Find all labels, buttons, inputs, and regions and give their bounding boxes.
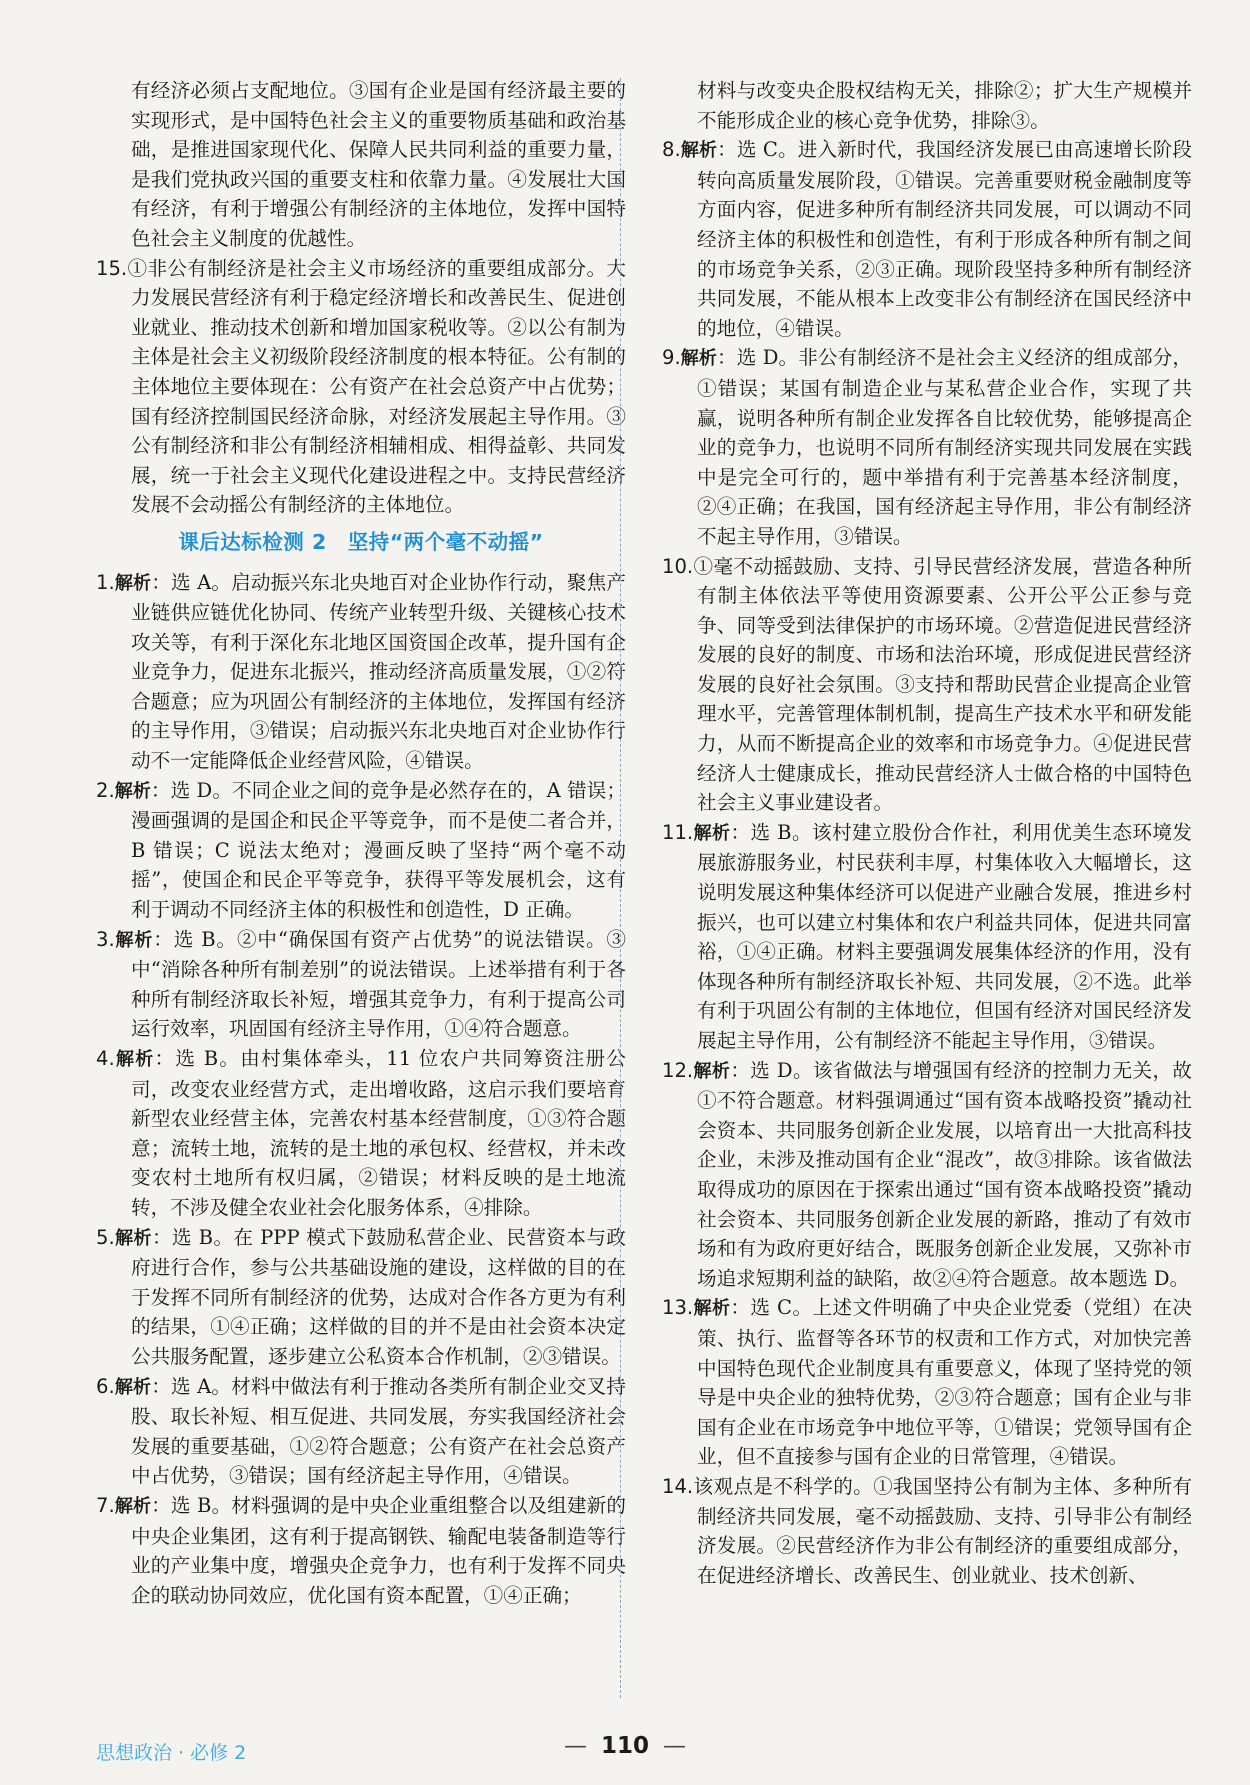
continued-answer-text: 有经济必须占支配地位。③国有企业是国有经济最主要的实现形式，是中国特色社会主义的重要物质基础和政治基础，是推进国家现代化、保障人民共同利益的重要力量，是我们党执政兴国的重要支柱和依靠力量。④发展壮大国有经济，有利于增强公有制经济的主体地位，发挥中国特色社会主义制度的优越性。 xyxy=(131,79,626,250)
book-title-footer: 思想政治 · 必修 2 xyxy=(96,1742,247,1764)
answer-number: 14. xyxy=(662,1474,694,1498)
answer-text: ：选 A。材料中做法有利于推动各类所有制企业交叉持股、取长补短、相互促进、共同发展，夯实我国经济社会发展的重要基础，①②符合题意；公有资产在社会总资产中占优势，③错误；国有经济起主导作用，④错误。 xyxy=(131,1374,626,1488)
answer-number: 10. xyxy=(662,554,694,578)
analysis-label: 解析 xyxy=(114,1376,152,1398)
answer-number: 9. xyxy=(662,346,681,370)
answer-number: 6. xyxy=(96,1374,115,1398)
answer-text: ：选 B。材料强调的是中央企业重组整合以及组建新的中央企业集团，这有利于提高钢铁、输配电装备制造等行业的产业集中度，增强央企竞争力，也有利于发挥不同央企的联动协同效应，优化国有资本配置，①④正确； xyxy=(131,1493,626,1607)
answer-item-7 xyxy=(96,1491,626,1610)
answer-text: ：选 B。该村建立股份合作社，利用优美生态环境发展旅游服务业，村民获利丰厚，村集体收入大幅增长，这说明发展这种集体经济可以促进产业融合发展，推进乡村振兴，也可以建立村集体和农户利益共同体，促进共同富裕，①④正确。材料主要强调发展集体经济的作用，没有体现各种所有制经济取长补短、共同发展，②不选。此举有利于巩固公有制的主体地位，但国有经济对国民经济发展起主导作用，公有制经济不能起主导作用，③错误。 xyxy=(697,820,1192,1052)
answer-item-12 xyxy=(662,1056,1192,1294)
answer-text: 该观点是不科学的。①我国坚持公有制为主体、多种所有制经济共同发展，毫不动摇鼓励、支持、引导非公有制经济发展。②民营经济作为非公有制经济的重要组成部分，在促进经济增长、改善民生、创业就业、技术创新、 xyxy=(693,1474,1192,1587)
column-divider xyxy=(620,78,621,1698)
answer-item-13 xyxy=(662,1293,1192,1472)
analysis-label: 解析 xyxy=(114,1227,152,1249)
answer-item-6 xyxy=(96,1372,626,1491)
answer-text: ：选 B。由村集体牵头，11 位农户共同筹资注册公司，改变农业经营方式，走出增收路，这启示我们要培育新型农业经营主体，完善农村基本经营制度，①③符合题意；流转土地，流转的是土地的承包权、经营权，并未改变农村土地所有权归属，②错误；材料反映的是土地流转，不涉及健全农业社会化服务体系，④排除。 xyxy=(131,1047,626,1219)
answer-number: 4. xyxy=(96,1047,115,1070)
answer-number: 11. xyxy=(662,820,694,844)
answer-text: ：选 B。②中“确保国有资产占优势”的说法错误。③中“消除各种所有制差别”的说法错误。上述举措有利于各种所有制经济取长补短，增强其竞争力，有利于提高公司运行效率，巩固国有经济主导作用，①④符合题意。 xyxy=(131,927,626,1041)
analysis-label: 解析 xyxy=(693,1060,731,1082)
dash-left: — xyxy=(563,1733,587,1759)
answer-number: 5. xyxy=(96,1225,115,1249)
answer-item-8 xyxy=(662,135,1192,343)
answer-number: 13. xyxy=(662,1296,694,1320)
answer-number: 2. xyxy=(96,778,115,802)
answer-number: 12. xyxy=(662,1058,694,1082)
analysis-label: 解析 xyxy=(680,140,718,162)
analysis-label: 解析 xyxy=(114,929,154,951)
analysis-label: 解析 xyxy=(114,572,152,594)
right-column xyxy=(662,76,1192,1590)
analysis-label: 解析 xyxy=(680,348,718,370)
answer-number: 7. xyxy=(96,1493,115,1517)
answer-number: 1. xyxy=(96,570,115,594)
analysis-label: 解析 xyxy=(114,1495,152,1517)
page-number-row xyxy=(0,1733,1250,1759)
answer-item-3 xyxy=(96,925,626,1044)
answer-text: ：选 A。启动振兴东北央地百对企业协作行动，聚焦产业链供应链优化协同、传统产业转型升级、关键核心技术攻关等，有利于深化东北地区国资国企改革，提升国有企业竞争力，促进东北振兴，推动经济高质量发展，①②符合题意；应为巩固公有制经济的主体地位，发挥国有经济的主导作用，③错误；启动振兴东北央地百对企业协作行动不一定能降低企业经营风险，④错误。 xyxy=(131,570,626,773)
answer-text: ：选 D。不同企业之间的竞争是必然存在的，A 错误；漫画强调的是国企和民企平等竞争，而不是使二者合并，B 错误；C 说法太绝对；漫画反映了坚持“两个毫不动摇”，使国企和民企平等竞争，获得平等发展机会，这有利于调动不同经济主体的积极性和创造性，D 正确。 xyxy=(131,778,626,922)
answer-text: ：选 C。上述文件明确了中央企业党委（党组）在决策、执行、监督等各环节的权责和工作方式，对加快完善中国特色现代企业制度具有重要意义，体现了坚持党的领导是中央企业的独特优势，②③符合题意；国有企业与非国有企业在市场竞争中地位平等，①错误；党领导国有企业，但不直接参与国有企业的日常管理，④错误。 xyxy=(697,1296,1192,1469)
answer-item-9 xyxy=(662,343,1192,551)
answer-item-10 xyxy=(662,552,1192,818)
answer-text: ①非公有制经济是社会主义市场经济的重要组成部分。大力发展民营经济有利于稳定经济增长和改善民生、促进创业就业、推动技术创新和增加国家税收等。②以公有制为主体是社会主义初级阶段经济制度的根本特征。公有制的主体地位主要体现在：公有资产在社会总资产中占优势；国有经济控制国民经济命脉，对经济发展起主导作用。③公有制经济和非公有制经济相辅相成、相得益彰、共同发展，统一于社会主义现代化建设进程之中。支持民营经济发展不会动摇公有制经济的主体地位。 xyxy=(127,256,626,517)
answer-text: ：选 D。非公有制经济不是社会主义经济的组成部分，①错误；某国有制造企业与某私营企业合作，实现了共赢，说明各种所有制企业发挥各自比较优势，能够提高企业的竞争力，也说明不同所有制经济实现共同发展在实践中是完全可行的，题中举措有利于完善基本经济制度，②④正确；在我国，国有经济起主导作用，非公有制经济不起主导作用，③错误。 xyxy=(697,346,1193,548)
answer-item-1 xyxy=(96,568,626,776)
analysis-label: 解析 xyxy=(114,780,151,802)
answer-text: ：选 C。进入新时代，我国经济发展已由高速增长阶段转向高质量发展阶段，①错误。完善重要财税金融制度等方面内容，促进多种所有制经济共同发展，可以调动不同经济主体的积极性和创造性，有利于形成各种所有制之间的市场竞争关系，②③正确。现阶段坚持多种所有制经济共同发展，不能从根本上改变非公有制经济在国民经济中的地位，④错误。 xyxy=(697,138,1192,340)
answer-number: 3. xyxy=(96,927,115,951)
answer-number: 8. xyxy=(662,138,681,162)
answer-text: ：选 D。该省做法与增强国有经济的控制力无关，故①不符合题意。材料强调通过“国有资本战略投资”撬动社会资本、共同服务创新企业发展，以培育出一大批高科技企业，未涉及推动国有企业“混改”，故③排除。该省做法取得成功的原因在于探索出通过“国有资本战略投资”撬动社会资本、共同服务创新企业发展的新路，推动了有效市场和有为政府更好结合，既服务创新企业发展，又弥补市场追求短期利益的缺陷，故②④符合题意。故本题选 D。 xyxy=(697,1058,1193,1290)
analysis-label: 解析 xyxy=(114,1049,155,1070)
answer-item-14 xyxy=(662,1472,1192,1590)
dash-right: — xyxy=(663,1733,686,1759)
answer-item-4 xyxy=(96,1044,626,1223)
answer-item-11 xyxy=(662,818,1192,1056)
left-column xyxy=(96,76,626,1610)
answer-item-5 xyxy=(96,1223,626,1372)
page-number: 110 xyxy=(600,1733,649,1759)
answer-number: 15. xyxy=(96,256,128,280)
answer-text: ：选 B。在 PPP 模式下鼓励私营企业、民营资本与政府进行合作，参与公共基础设施的建设，这样做的目的在于发挥不同所有制经济的优势，达成对合作各方更为有利的结果，①④正确；这样做的目的并不是由社会资本决定公共服务配置，逐步建立公私资本合作机制，②③错误。 xyxy=(131,1225,626,1368)
continued-answer-text: 材料与改变央企股权结构无关，排除②；扩大生产规模并不能形成企业的核心竞争优势，排除③。 xyxy=(697,79,1192,132)
analysis-label: 解析 xyxy=(693,822,731,844)
analysis-label: 解析 xyxy=(693,1298,731,1320)
answer-item-2 xyxy=(96,776,626,925)
answer-item-15 xyxy=(96,254,626,520)
section-title: 课后达标检测 2 坚持“两个毫不动摇” xyxy=(178,529,544,554)
answer-text: ①毫不动摇鼓励、支持、引导民营经济发展，营造各种所有制主体依法平等使用资源要素、公开公平公正参与竞争、同等受到法律保护的市场环境。②营造促进民营经济发展的良好的制度、市场和法治环境，形成促进民营经济发展的良好社会氛围。③支持和帮助民营企业提高企业管理水平，完善管理体制机制，提高生产技术水平和研发能力，从而不断提高企业的效率和市场竞争力。④促进民营经济人士健康成长，推动民营经济人士做合格的中国特色社会主义事业建设者。 xyxy=(693,554,1192,815)
